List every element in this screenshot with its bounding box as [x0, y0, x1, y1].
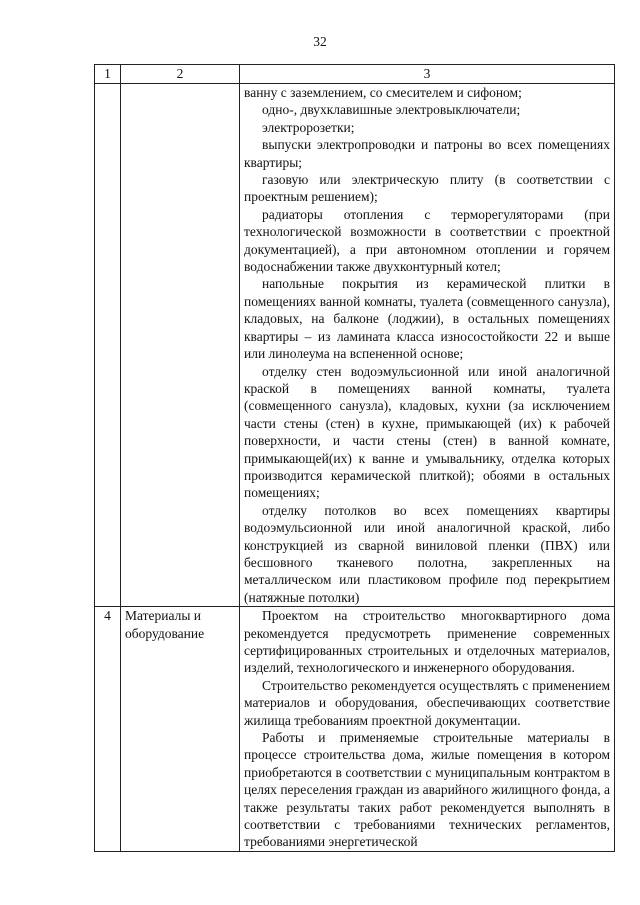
paragraph: ванну с заземлением, со смесителем и сифоном;	[244, 85, 522, 100]
header-cell-2: 2	[121, 65, 240, 84]
paragraph: выпуски электропроводки и патроны во всех помещениях квартиры;	[244, 137, 610, 170]
paragraph: отделку стен водоэмульсионной или иной аналогичной краской в помещениях ванной комнаты, туалета (совмещенного санузла), кладовых, кухни (за исключением части стены (стен) в кухне, примыкающей (их) к рабочей поверхности, и части стены (стен) в ванной комнате, примыкающей(их) к ванне и умывальнику, отделка которых производится керамической плиткой); обоями в остальных помещениях;	[244, 363, 610, 501]
paragraph: газовую или электрическую плиту (в соответствии с проектным решением);	[244, 172, 610, 205]
table-row-continued	[95, 84, 615, 607]
table-header-row	[95, 65, 615, 84]
requirements-table	[94, 64, 615, 852]
page-number: 32	[313, 34, 327, 49]
row-content-cell	[240, 84, 615, 607]
table-row-4	[95, 607, 615, 852]
row-content-cell	[240, 607, 615, 852]
paragraph: Строительство рекомендуется осуществлять с применением материалов и оборудования, обеспечивающих соответствие жилища требованиям проектной документации.	[244, 677, 610, 728]
paragraph: радиаторы отопления с терморегуляторами (при технологической возможности в соответствии с проектной документацией), а при автономном отоплении и горячем водоснабжении также двухконтурный котел;	[244, 206, 610, 275]
paragraph: электророзетки;	[262, 119, 355, 135]
row-name-cell	[121, 84, 240, 607]
paragraph: Проектом на строительство многоквартирного дома рекомендуется предусмотреть применение современных сертифицированных строительных и отделочных материалов, изделий, технологического и инженерного оборудования.	[244, 608, 610, 676]
paragraph: напольные покрытия из керамической плитки в помещениях ванной комнаты, туалета (совмещенного санузла), кладовых, на балконе (лоджии), в остальных помещениях квартиры – из ламината класса износостойкости 22 и выше или линолеума на вспененной основе;	[244, 276, 610, 362]
paragraph: одно-, двухклавишные электровыключатели;	[262, 102, 521, 118]
paragraph: Работы и применяемые строительные материалы в процессе строительства дома, жилые помещения в котором приобретаются в соответствии с муниципальным контрактом в целях переселения граждан из аварийного жилищного фонда, а также результаты таких работ рекомендуется выполнять в соответствии с требованиями технических регламентов, требованиями энергетической	[244, 730, 610, 850]
row-number-cell	[95, 84, 121, 607]
row-name-cell: Материалы и оборудование	[121, 607, 240, 852]
row-number-cell: 4	[95, 607, 121, 852]
header-cell-3: 3	[240, 65, 615, 84]
header-cell-1: 1	[95, 65, 121, 84]
paragraph: отделку потолков во всех помещениях квартиры водоэмульсионной или иной аналогичной краской, либо конструкцией из сварной виниловой пленки (ПВХ) или бесшовного тканевого полотна, закрепленных на металлическом или пластиковом профиле под перекрытием (натяжные потолки)	[244, 502, 610, 605]
